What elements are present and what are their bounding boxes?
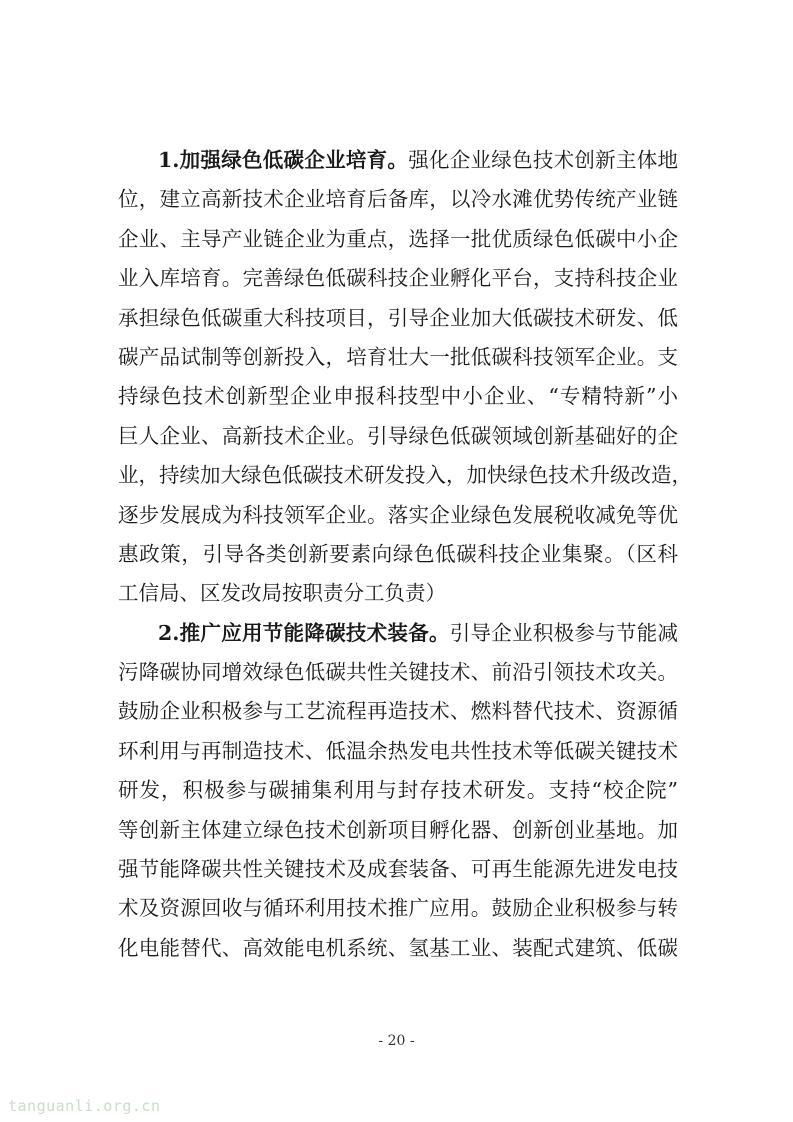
paragraph-1 [118, 141, 692, 614]
page-number: - 20 - [378, 1033, 415, 1049]
text-line: 巨人企业、高新技术企业。引导绿色低碳领域创新基础好的企 [118, 423, 678, 448]
text-line: 逐步发展成为科技领军企业。落实企业绿色发展税收减免等优 [118, 502, 678, 527]
text-line: 引导企业积极参与节能减 [449, 620, 678, 645]
text-line: 强节能降碳共性关键技术及成套装备、可再生能源先进发电技 [118, 857, 678, 882]
text-line: 术及资源回收与循环利用技术推广应用。鼓励企业积极参与转 [118, 896, 678, 921]
text-line: 环利用与再制造技术、低温余热发电共性技术等低碳关键技术 [118, 738, 678, 763]
text-line: 持绿色技术创新型企业申报科技型中小企业、“专精特新”小 [118, 384, 678, 409]
paragraph-first-line [118, 141, 678, 180]
text-line: 强化企业绿色技术创新主体地 [408, 148, 678, 172]
text-line: 污降碳协同增效绿色低碳共性关键技术、前沿引领技术攻关。 [118, 660, 678, 685]
text-line: 鼓励企业积极参与工艺流程再造技术、燃料替代技术、资源循 [118, 699, 678, 724]
text-line: 等创新主体建立绿色技术创新项目孵化器、创新创业基地。加 [118, 817, 678, 842]
text-line: 位，建立高新技术企业培育后备库，以冷水滩优势传统产业链 [118, 187, 678, 212]
watermark: tanguanli.org.cn [8, 1097, 161, 1115]
text-line: 碳产品试制等创新投入，培育壮大一批低碳科技领军企业。支 [118, 344, 678, 369]
text-line: 工信局、区发改局按职责分工负责） [118, 581, 446, 606]
paragraph-heading: 1.加强绿色低碳企业培育。 [158, 148, 409, 172]
text-line: 研发，积极参与碳捕集利用与封存技术研发。支持“校企院” [118, 778, 678, 803]
text-line: 承担绿色低碳重大科技项目，引导企业加大低碳技术研发、低 [118, 305, 678, 330]
paragraph-first-line [118, 614, 678, 653]
text-line: 业入库培育。完善绿色低碳科技企业孵化平台，支持科技企业 [118, 266, 678, 291]
text-line: 企业、主导产业链企业为重点，选择一批优质绿色低碳中小企 [118, 226, 678, 251]
paragraph-2 [118, 614, 678, 969]
text-line: 惠政策，引导各类创新要素向绿色低碳科技企业集聚。（区科 [118, 541, 678, 566]
body-text [118, 141, 692, 968]
paragraph-heading: 2.推广应用节能降碳技术装备。 [158, 620, 450, 645]
text-line: 业，持续加大绿色低碳技术研发投入，加快绿色技术升级改造， [118, 463, 692, 488]
text-line: 化电能替代、高效能电机系统、氢基工业、装配式建筑、低碳 [118, 935, 678, 960]
